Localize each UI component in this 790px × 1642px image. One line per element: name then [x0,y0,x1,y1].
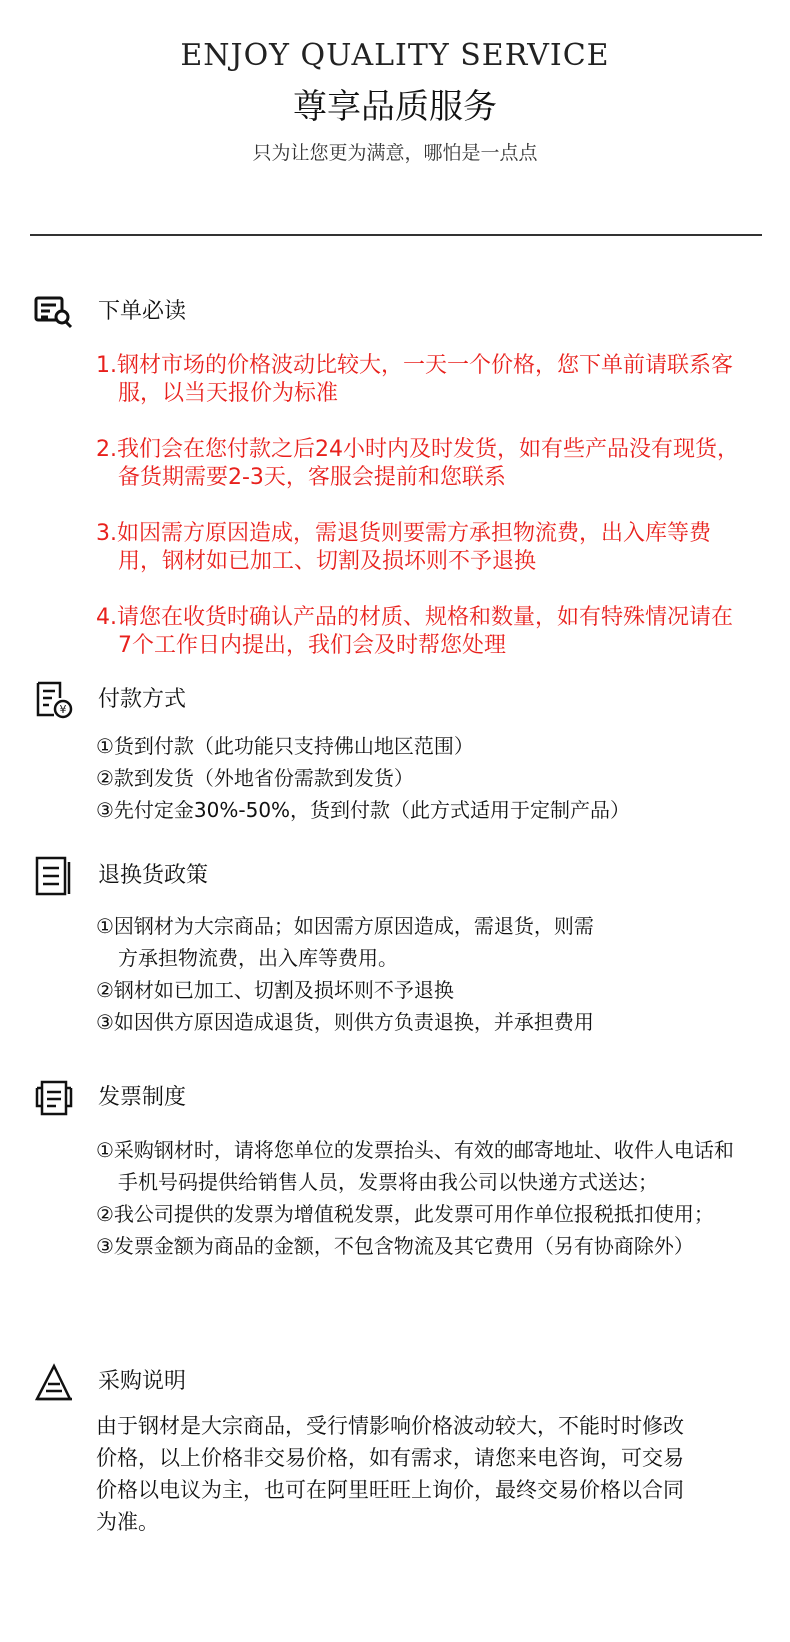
invoice-icon [32,1078,76,1118]
section-header [32,1362,187,1402]
list-item: ③发票金额为商品的金额，不包含物流及其它费用（另有协商除外） [96,1234,694,1258]
list-item: ②款到发货（外地省份需款到发货） [96,766,414,790]
list-item: ③先付定金30%-50%，货到付款（此方式适用于定制产品） [96,798,631,822]
page-header [0,36,790,168]
document-list-icon [32,856,76,896]
purchase-paragraph: 由于钢材是大宗商品，受行情影响价格波动较大，不能时时修改价格，以上价格非交易价格，如有需求，请您来电咨询，可交易价格以电议为主，也可在阿里旺旺上询价，最终交易价格以合同为准。 [96,1414,684,1534]
header-divider [30,234,762,236]
section-title: 下单必读 [98,299,187,324]
list-item: ②钢材如已加工、切割及损坏则不予退换 [96,978,454,1002]
returns-list [96,910,746,1038]
payment-document-icon [32,680,76,720]
list-item: ①采购钢材时，请将您单位的发票抬头、有效的邮寄地址、收件人电话和手机号码提供给销售人员，发票将由我公司以快递方式送达； [96,1138,734,1194]
purchase-text-block [96,1410,696,1538]
list-item: ①因钢材为大宗商品；如因需方原因造成，需退货，则需方承担物流费，出入库等费用。 [96,914,594,970]
order-notice-list [96,352,746,688]
payment-list [96,730,746,826]
section-header [32,856,209,896]
section-header [32,680,187,720]
list-item: ③如因供方原因造成退货，则供方负责退换，并承担费用 [96,1010,594,1034]
section-title: 发票制度 [98,1085,187,1110]
search-document-icon [32,292,76,332]
list-item: ①货到付款（此功能只支持佛山地区范围） [96,734,474,758]
section-header [32,1078,187,1118]
english-title: ENJOY QUALITY SERVICE [180,38,610,73]
section-header [32,292,187,332]
list-item: 3.如因需方原因造成，需退货则要需方承担物流费，出入库等费用，钢材如已加工、切割及损坏则不予退换 [96,521,711,574]
page-title: 尊享品质服务 [293,87,497,127]
section-title: 采购说明 [98,1369,187,1394]
warning-document-icon [32,1362,76,1402]
page-subtitle: 只为让您更为满意，哪怕是一点点 [252,142,538,164]
invoice-list [96,1134,746,1262]
section-title: 付款方式 [98,687,187,712]
list-item: 4.请您在收货时确认产品的材质、规格和数量，如有特殊情况请在7个工作日内提出，我们会及时帮您处理 [96,605,733,658]
list-item: ②我公司提供的发票为增值税发票，此发票可用作单位报税抵扣使用； [96,1202,714,1226]
section-title: 退换货政策 [98,863,209,888]
list-item: 1.钢材市场的价格波动比较大，一天一个价格，您下单前请联系客服，以当天报价为标准 [96,353,733,406]
list-item: 2.我们会在您付款之后24小时内及时发货，如有些产品没有现货，备货期需要2-3天，客服会提前和您联系 [96,437,739,490]
svg-text:¥: ¥ [59,703,67,716]
